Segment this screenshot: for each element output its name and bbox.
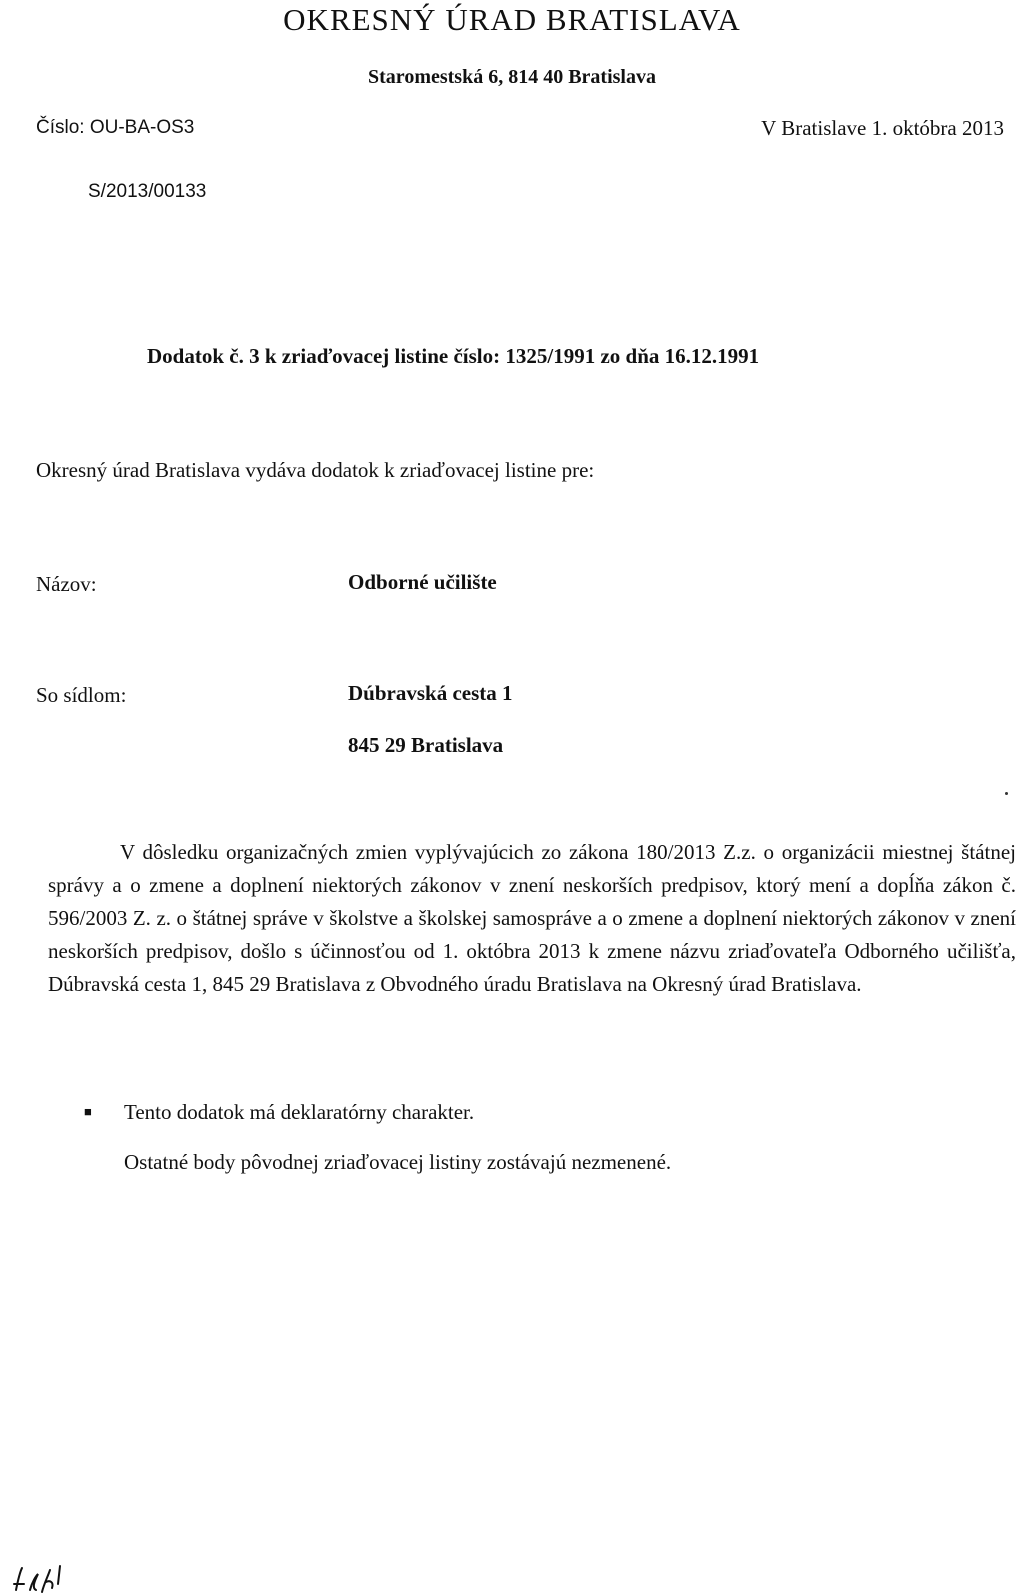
seat-city: 845 29 Bratislava: [348, 733, 504, 757]
bullet-mark-icon: ■: [84, 1104, 92, 1119]
unchanged-note: Ostatné body pôvodnej zriaďovacej listiny zostávajú nezmenené.: [124, 1150, 672, 1174]
document-subject: Dodatok č. 3 k zriaďovacej listine číslo: 1325/1991 zo dňa 16.12.1991: [147, 344, 760, 368]
body-text: [48, 836, 1016, 1001]
seat-label: So sídlom:: [36, 683, 127, 707]
place-and-date: V Bratislave 1. októbra 2013: [761, 116, 1004, 140]
name-label: Názov:: [36, 572, 97, 596]
declaratory-note: Tento dodatok má deklaratórny charakter.: [124, 1100, 475, 1124]
reference-number-line2: S/2013/00133: [88, 181, 207, 202]
scan-speck: [1005, 792, 1008, 795]
seat-street: Dúbravská cesta 1: [348, 681, 513, 705]
body-paragraph: V dôsledku organizačných zmien vyplývajúcich zo zákona 180/2013 Z.z. o organizácii miestnej štátnej správy a o zmene a doplnení niektorých zákonov v znení neskorších predpisov, ktorý mení a dopĺňa zákon č. 596/2003 Z. z. o štátnej správe v školstve a školskej samospráve a o zmene a doplnení niektorých zákonov v znení neskorších predpisov, došlo s účinnosťou od 1. októbra 2013 k zmene názvu zriaďovateľa Odborného učilišťa, Dúbravská cesta 1, 845 29 Bratislava z Obvodného úradu Bratislava na Okresný úrad Bratislava.: [48, 840, 1016, 996]
intro-sentence: Okresný úrad Bratislava vydáva dodatok k zriaďovacej listine pre:: [36, 458, 595, 482]
handwritten-signature: [8, 1540, 118, 1594]
office-title: OKRESNÝ ÚRAD BRATISLAVA: [283, 2, 741, 37]
office-address: Staromestská 6, 814 40 Bratislava: [368, 66, 656, 88]
reference-number-line1: Číslo: OU-BA-OS3: [36, 117, 195, 138]
name-value: Odborné učilište: [348, 570, 497, 594]
